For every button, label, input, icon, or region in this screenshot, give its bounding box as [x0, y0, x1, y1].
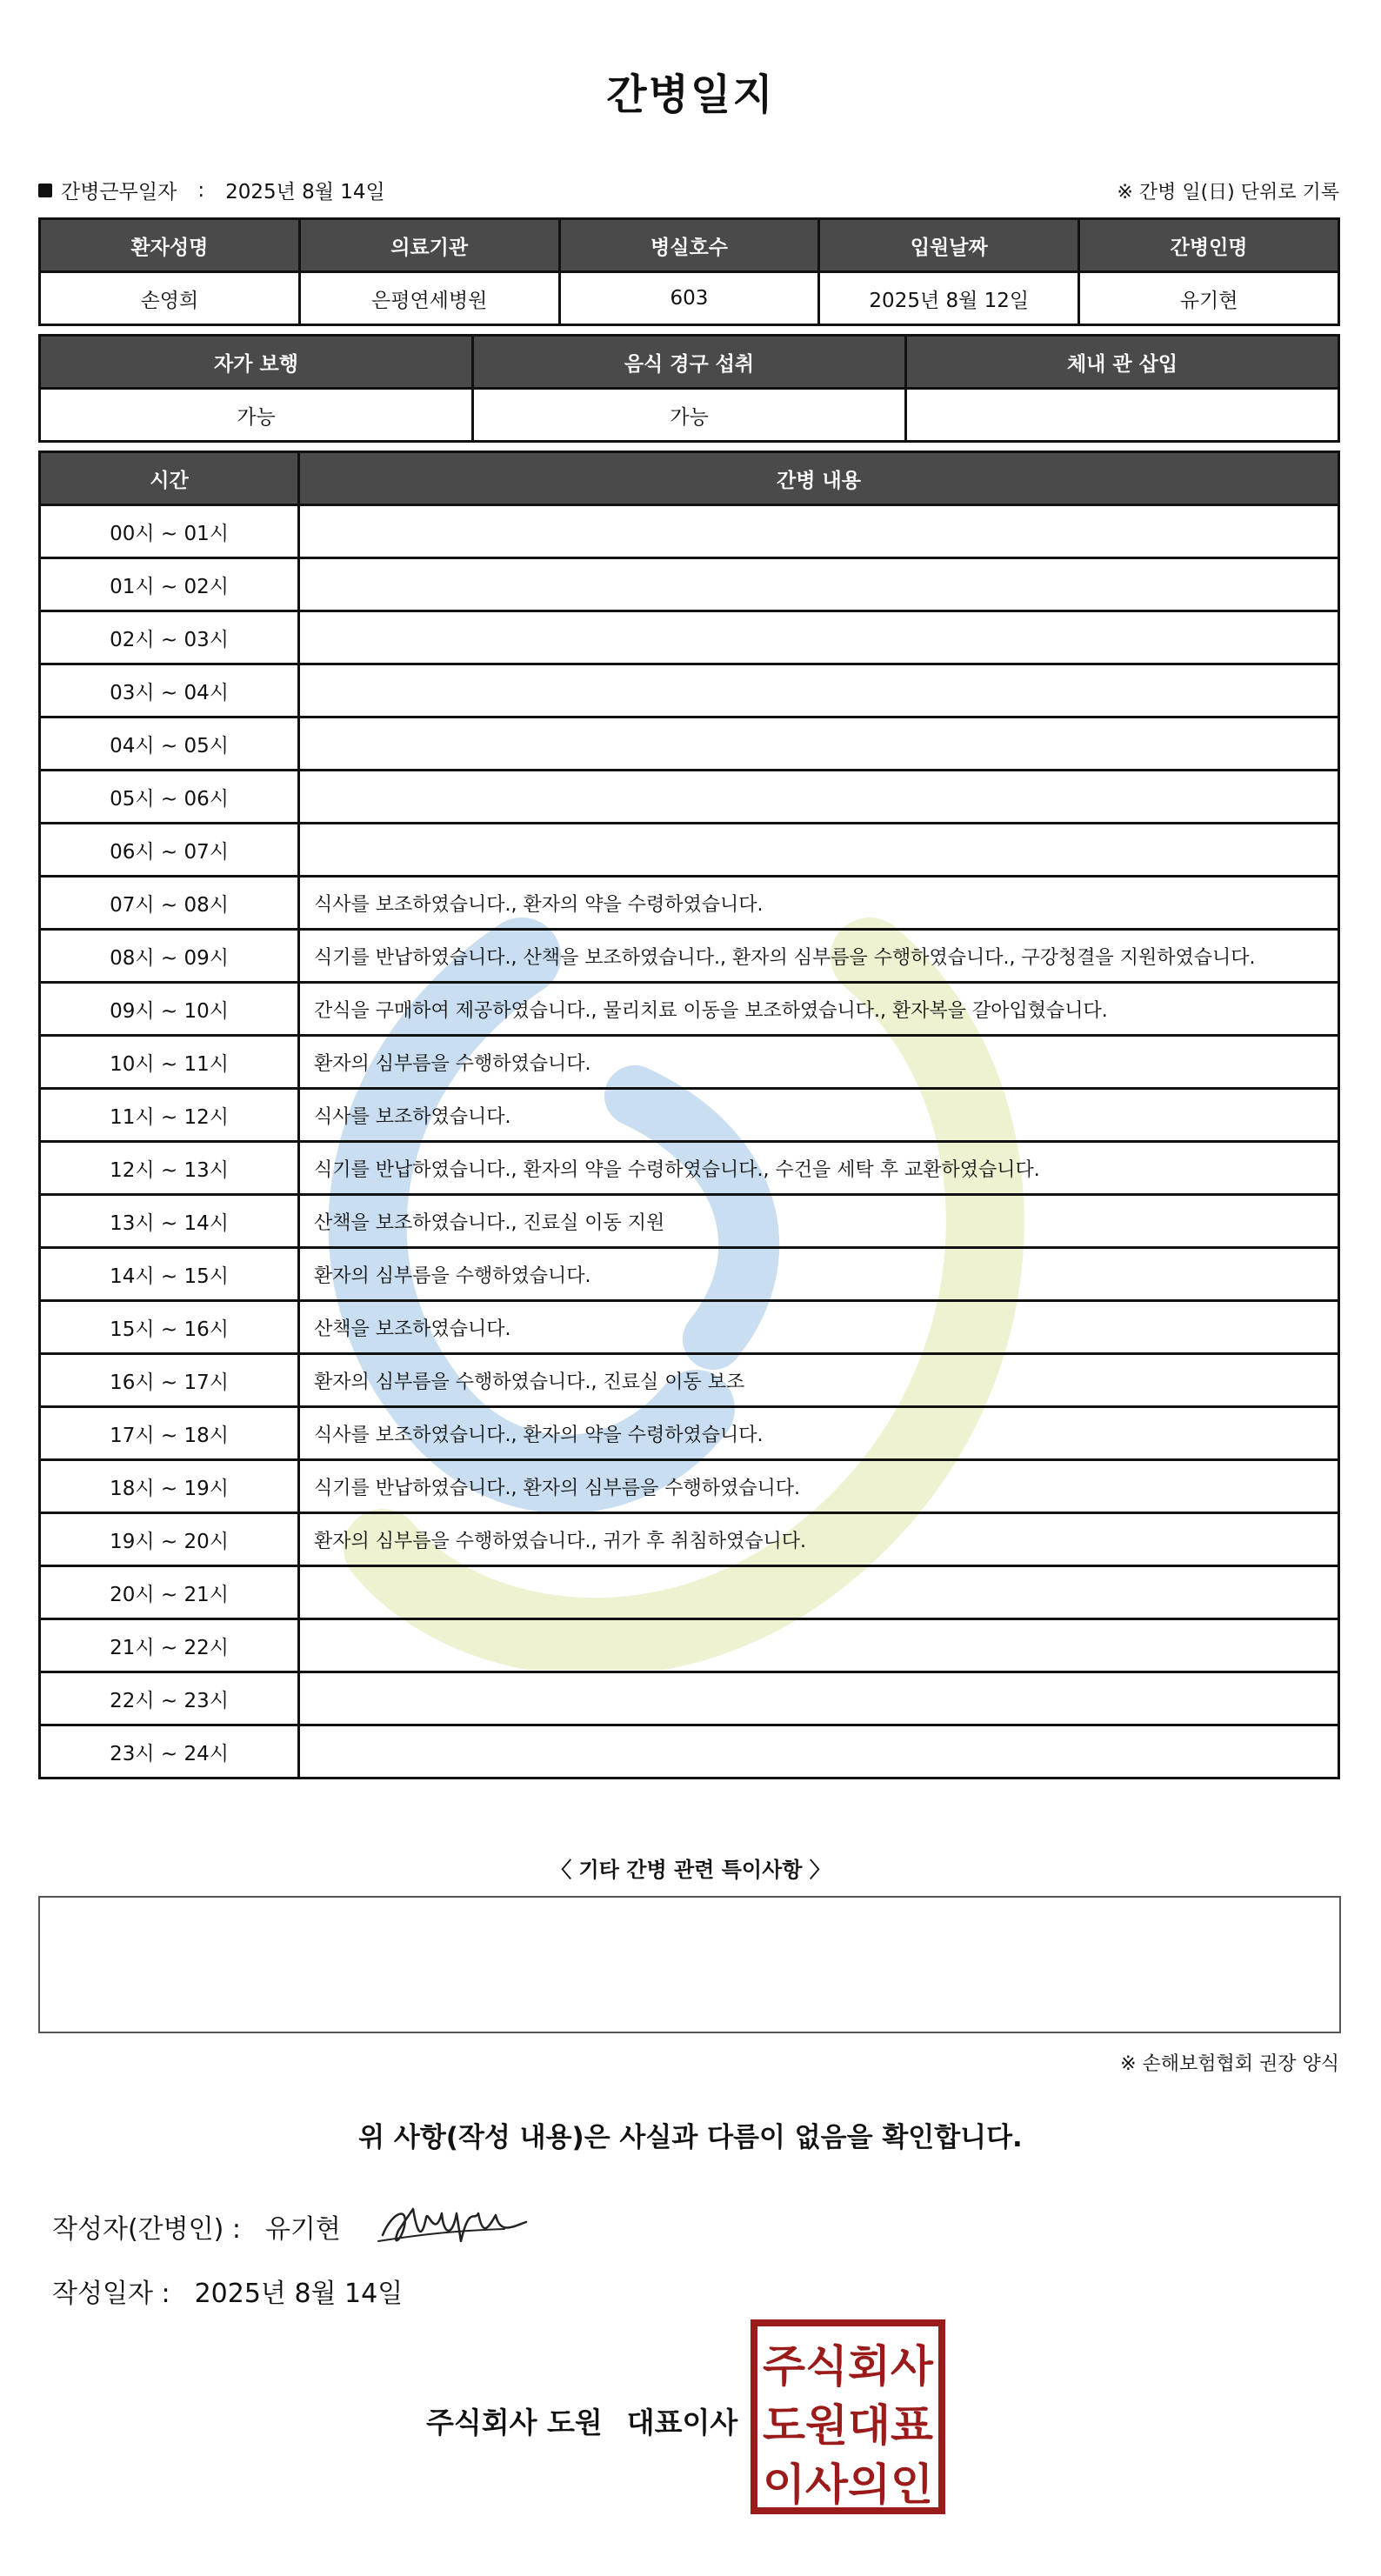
time-slot: 09시 ~ 10시: [40, 983, 299, 1036]
care-content: [299, 611, 1339, 664]
table-row: [40, 1513, 1339, 1566]
time-slot: 14시 ~ 15시: [40, 1248, 299, 1301]
patient-status-table: [38, 334, 1340, 443]
writer-name: 유기현: [264, 2214, 341, 2245]
care-content: 환자의 심부름을 수행하였습니다.: [299, 1036, 1339, 1089]
care-content: [299, 717, 1339, 771]
header-time: 시간: [40, 452, 299, 505]
care-content: 환자의 심부름을 수행하였습니다., 귀가 후 취침하였습니다.: [299, 1513, 1339, 1566]
care-content: 식기를 반납하였습니다., 환자의 약을 수령하였습니다., 수건을 세탁 후 교환하였습니다.: [299, 1142, 1339, 1195]
table-row: [40, 1248, 1339, 1301]
page-title: 간병일지: [606, 70, 775, 119]
time-slot: 04시 ~ 05시: [40, 717, 299, 771]
header-self-walking: 자가 보행: [40, 336, 473, 389]
table-row: [40, 983, 1339, 1036]
care-log-body: [40, 505, 1339, 1779]
status-header-row: [40, 336, 1339, 389]
daily-record-note: ※ 간병 일(日) 단위로 기록: [1117, 182, 1339, 204]
table-row: [40, 824, 1339, 877]
time-slot: 16시 ~ 17시: [40, 1354, 299, 1407]
header-patient-name: 환자성명: [40, 219, 300, 272]
time-slot: 20시 ~ 21시: [40, 1566, 299, 1619]
time-slot: 02시 ~ 03시: [40, 611, 299, 664]
header-room: 병실호수: [559, 219, 819, 272]
time-slot: 13시 ~ 14시: [40, 1195, 299, 1248]
special-notes-box: [38, 1896, 1341, 2033]
time-slot: 18시 ~ 19시: [40, 1460, 299, 1513]
header-tube-insertion: 체내 관 삽입: [906, 336, 1339, 389]
table-row: [40, 1566, 1339, 1619]
time-slot: 06시 ~ 07시: [40, 824, 299, 877]
patient-name: 손영희: [40, 272, 300, 325]
header-admission-date: 입원날짜: [819, 219, 1079, 272]
care-content: [299, 1619, 1339, 1672]
care-content: 식기를 반납하였습니다., 환자의 심부름을 수행하였습니다.: [299, 1460, 1339, 1513]
care-content: 식사를 보조하였습니다., 환자의 약을 수령하였습니다.: [299, 877, 1339, 930]
caregiver-name: 유기현: [1079, 272, 1339, 325]
confirmation-statement: 위 사항(작성 내용)은 사실과 다름이 없음을 확인합니다.: [358, 2122, 1023, 2153]
table-row: [40, 1672, 1339, 1725]
table-row: [40, 1142, 1339, 1195]
company-signoff: [426, 2400, 737, 2441]
time-slot: 12시 ~ 13시: [40, 1142, 299, 1195]
company-name: 주식회사 도원: [426, 2406, 603, 2439]
svg-text:이사의인: 이사의인: [763, 2459, 933, 2510]
time-slot: 07시 ~ 08시: [40, 877, 299, 930]
writer-label: 작성자(간병인) :: [52, 2214, 241, 2245]
association-note: ※ 손해보험협회 권장 양식: [1120, 2053, 1339, 2075]
care-content: [299, 664, 1339, 717]
care-content: [299, 771, 1339, 824]
bullet-square-icon: [38, 184, 52, 197]
time-slot: 19시 ~ 20시: [40, 1513, 299, 1566]
care-content: [299, 1566, 1339, 1619]
time-slot: 00시 ~ 01시: [40, 505, 299, 558]
tube-insertion-value: [906, 389, 1339, 442]
table-row: [40, 717, 1339, 771]
header-caregiver-name: 간병인명: [1079, 219, 1339, 272]
table-row: [40, 505, 1339, 558]
admission-date: 2025년 8월 12일: [819, 272, 1079, 325]
care-log-header-row: [40, 452, 1339, 505]
care-content: [299, 1725, 1339, 1779]
care-log-table: [38, 450, 1340, 1779]
care-content: [299, 824, 1339, 877]
table-row: [40, 1089, 1339, 1142]
company-seal-stamp: [750, 2319, 946, 2515]
table-row: [40, 558, 1339, 611]
notes-title: 〈 기타 간병 관련 특이사항 〉: [550, 1858, 831, 1882]
signature-image: [374, 2187, 539, 2257]
time-slot: 17시 ~ 18시: [40, 1407, 299, 1460]
time-slot: 23시 ~ 24시: [40, 1725, 299, 1779]
time-slot: 21시 ~ 22시: [40, 1619, 299, 1672]
table-row: [40, 1460, 1339, 1513]
table-row: [40, 664, 1339, 717]
table-row: [40, 1036, 1339, 1089]
svg-text:도원대표: 도원대표: [763, 2400, 934, 2451]
table-row: [40, 1407, 1339, 1460]
write-date-value: 2025년 8월 14일: [194, 2279, 404, 2309]
writer-line: [52, 2207, 341, 2246]
care-content: 간식을 구매하여 제공하였습니다., 물리치료 이동을 보조하였습니다., 환자복을 갈아입혔습니다.: [299, 983, 1339, 1036]
header-care-content: 간병 내용: [299, 452, 1339, 505]
table-row: [40, 771, 1339, 824]
care-content: 식사를 보조하였습니다., 환자의 약을 수령하였습니다.: [299, 1407, 1339, 1460]
time-slot: 05시 ~ 06시: [40, 771, 299, 824]
work-date-colon: :: [197, 178, 205, 202]
table-row: [40, 1619, 1339, 1672]
time-slot: 22시 ~ 23시: [40, 1672, 299, 1725]
status-value-row: [40, 389, 1339, 442]
care-content: 산책을 보조하였습니다., 진료실 이동 지원: [299, 1195, 1339, 1248]
oral-intake-value: 가능: [473, 389, 906, 442]
care-content: 환자의 심부름을 수행하였습니다.: [299, 1248, 1339, 1301]
time-slot: 01시 ~ 02시: [40, 558, 299, 611]
self-walking-value: 가능: [40, 389, 473, 442]
time-slot: 03시 ~ 04시: [40, 664, 299, 717]
patient-info-value-row: [40, 272, 1339, 325]
table-row: [40, 1354, 1339, 1407]
care-content: 산책을 보조하였습니다.: [299, 1301, 1339, 1354]
care-content: [299, 1672, 1339, 1725]
patient-info-table: [38, 217, 1340, 326]
header-oral-intake: 음식 경구 섭취: [473, 336, 906, 389]
work-date-line: [38, 176, 385, 204]
table-row: [40, 1725, 1339, 1779]
hospital-name: 은평연세병원: [299, 272, 559, 325]
header-hospital: 의료기관: [299, 219, 559, 272]
time-slot: 10시 ~ 11시: [40, 1036, 299, 1089]
work-date-value: 2025년 8월 14일: [225, 181, 385, 204]
table-row: [40, 930, 1339, 983]
table-row: [40, 611, 1339, 664]
svg-text:주식회사: 주식회사: [763, 2341, 934, 2392]
care-content: 식기를 반납하였습니다., 산책을 보조하였습니다., 환자의 심부름을 수행하였습니다., 구강청결을 지원하였습니다.: [299, 930, 1339, 983]
table-row: [40, 1301, 1339, 1354]
time-slot: 08시 ~ 09시: [40, 930, 299, 983]
care-content: 식사를 보조하였습니다.: [299, 1089, 1339, 1142]
care-content: [299, 558, 1339, 611]
write-date-line: [52, 2272, 403, 2310]
time-slot: 11시 ~ 12시: [40, 1089, 299, 1142]
table-row: [40, 1195, 1339, 1248]
write-date-label: 작성일자 :: [52, 2279, 170, 2309]
care-content: 환자의 심부름을 수행하였습니다., 진료실 이동 보조: [299, 1354, 1339, 1407]
work-date-label: 간병근무일자: [61, 181, 177, 204]
company-title: 대표이사: [626, 2406, 738, 2439]
table-row: [40, 877, 1339, 930]
patient-info-header-row: [40, 219, 1339, 272]
room-number: 603: [559, 272, 819, 325]
time-slot: 15시 ~ 16시: [40, 1301, 299, 1354]
care-content: [299, 505, 1339, 558]
